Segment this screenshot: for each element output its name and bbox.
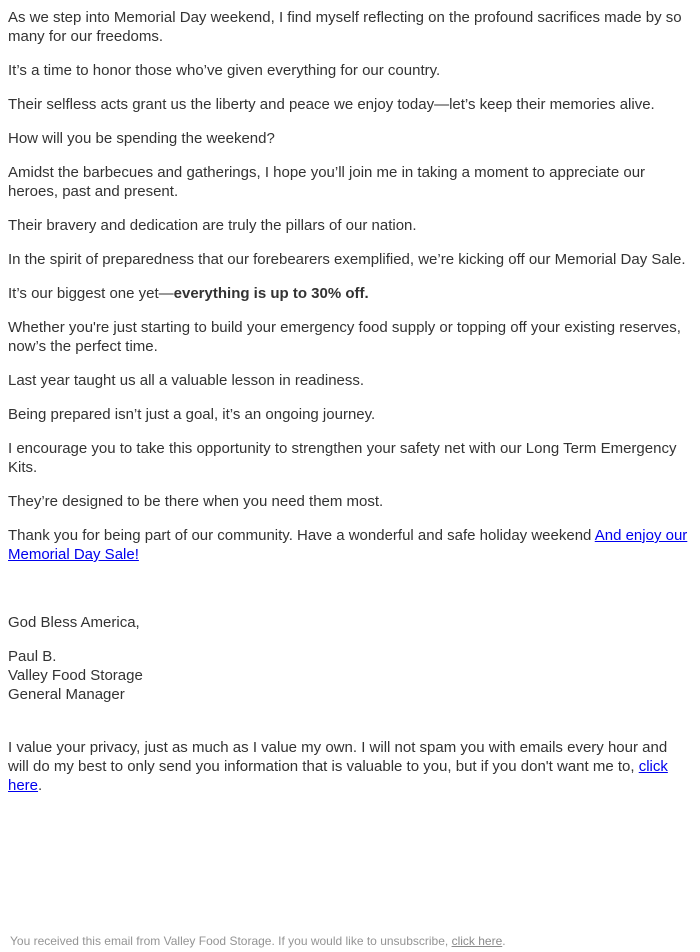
privacy-paragraph	[8, 738, 692, 795]
email-paragraph-question: How will you be spending the weekend?	[8, 130, 275, 147]
blank-line	[8, 579, 692, 598]
privacy-text-suffix: .	[38, 777, 43, 794]
footer-text-suffix: .	[502, 934, 506, 948]
signature-name: Paul B.	[8, 648, 57, 665]
email-paragraph-thanks	[8, 526, 692, 564]
email-paragraph-designed: They’re designed to be there when you need them most.	[8, 493, 384, 510]
offer-discount-text: everything is up to 30% off.	[173, 285, 369, 302]
email-paragraph-honor: It’s a time to honor those who’ve given everything for our country.	[8, 62, 441, 79]
email-paragraph-selfless: Their selfless acts grant us the liberty and peace we enjoy today—let’s keep their memories alive.	[8, 96, 655, 113]
email-paragraph-lesson: Last year taught us all a valuable lesson in readiness.	[8, 372, 365, 389]
email-closing: God Bless America,	[8, 614, 140, 631]
signature-company: Valley Food Storage	[8, 667, 143, 684]
footer-text: You received this email from Valley Food Storage. If you would like to unsubscribe,	[10, 934, 452, 948]
email-signature	[8, 647, 692, 704]
email-paragraph-offer	[8, 284, 692, 303]
offer-lead-text: It’s our biggest one yet—	[8, 285, 174, 302]
thanks-text: Thank you for being part of our community. Have a wonderful and safe holiday weekend	[8, 527, 595, 544]
footer-note	[10, 934, 690, 948]
privacy-text: I value your privacy, just as much as I value my own. I will not spam you with emails every hour and will do my best to only send you information that is valuable to you, but if you don't want me to,	[8, 739, 668, 775]
email-paragraph-whether: Whether you're just starting to build your emergency food supply or topping off your existing reserves, now’s the perfect time.	[8, 319, 681, 355]
email-paragraph-sale-announcement: In the spirit of preparedness that our forebearers exemplified, we’re kicking off our Memorial Day Sale.	[8, 251, 686, 268]
email-paragraph-barbecues: Amidst the barbecues and gatherings, I hope you’ll join me in taking a moment to appreciate our heroes, past and present.	[8, 164, 646, 200]
memorial-day-sale-link[interactable]: And enjoy our Memorial Day Sale!	[8, 527, 688, 563]
email-paragraph-journey: Being prepared isn’t just a goal, it’s an ongoing journey.	[8, 406, 376, 423]
signature-title: General Manager	[8, 686, 125, 703]
email-paragraph-bravery: Their bravery and dedication are truly the pillars of our nation.	[8, 217, 417, 234]
unsubscribe-link[interactable]: click here	[451, 934, 503, 948]
email-paragraph-kits: I encourage you to take this opportunity to strengthen your safety net with our Long Term Emergency Kits.	[8, 440, 677, 476]
privacy-opt-out-link[interactable]: click here	[8, 758, 668, 794]
email-paragraph-intro: As we step into Memorial Day weekend, I find myself reflecting on the profound sacrifices made by so many for our freedoms.	[8, 9, 682, 45]
